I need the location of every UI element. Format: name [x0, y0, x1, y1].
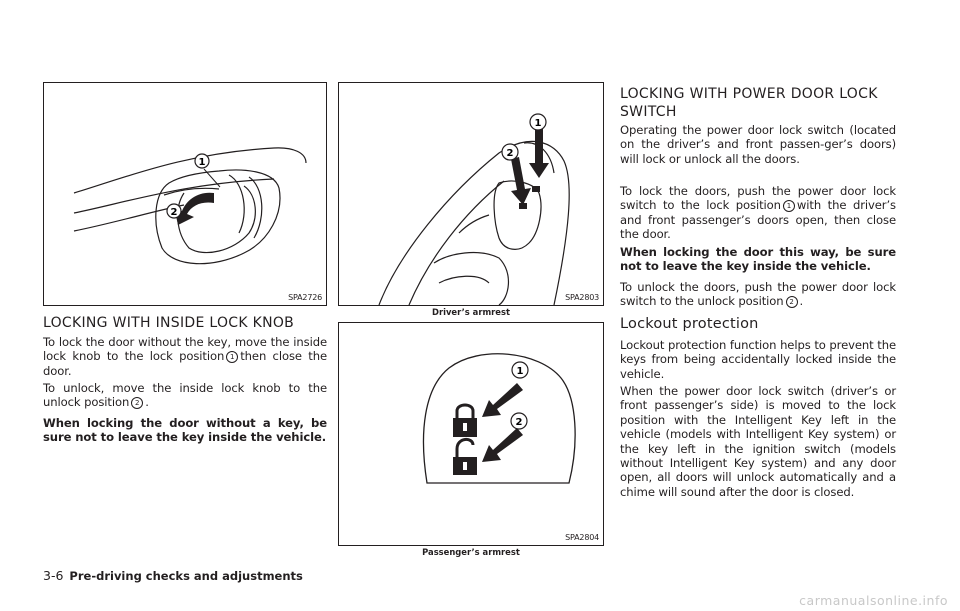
paragraph: To lock the door without the key, move the inside lock knob to the lock position 1 then close the door.	[43, 335, 328, 378]
drivers-armrest-caption: Driver’s armrest	[432, 307, 510, 317]
passengers-armrest-illustration	[339, 323, 603, 545]
callout-2-icon: 2	[131, 397, 143, 409]
callout-1-icon: 1	[226, 351, 238, 363]
paragraph: Operating the power door lock switch (located on the driver’s and front passen-ger’s doors) will lock or unlock all the doors.	[620, 123, 896, 166]
warning-paragraph: When locking the door this way, be sure not to leave the key inside the vehicle.	[620, 245, 896, 274]
paragraph: To lock the doors, push the power door lock switch to the lock position 1 with the driver’s and front passenger’s doors open, then close the door.	[620, 184, 896, 242]
section-name: Pre-driving checks and adjustments	[69, 569, 303, 583]
callout-2: 2	[170, 207, 178, 218]
passengers-armrest-caption: Passenger’s armrest	[422, 547, 520, 557]
callout-1: 1	[516, 366, 524, 377]
callout-2: 2	[515, 417, 523, 428]
page-footer	[43, 568, 303, 583]
figure-code: SPA2803	[565, 293, 599, 302]
paragraph: When the power door lock switch (driver’s or front passenger’s side) is moved to the lock position with the Intelligent Key left in the vehicle (models with Intelligent Key system) or the key left in the ignition switch (models without Intelligent Key system) and any door open, all doors will unlock automatically and a chime will sound after the door is closed.	[620, 384, 896, 499]
inside-lock-knob-illustration	[44, 83, 326, 305]
watermark: carmanualsonline.info	[799, 593, 948, 608]
paragraph: To unlock the doors, push the power door lock switch to the unlock position 2 .	[620, 280, 896, 309]
section-heading: LOCKING WITH POWER DOOR LOCK SWITCH	[620, 86, 878, 120]
subheading: Lockout protection	[620, 316, 759, 332]
callout-2: 2	[506, 148, 514, 159]
inside-lock-knob-figure	[43, 82, 327, 306]
paragraph: To unlock, move the inside lock knob to the unlock position 2 .	[43, 381, 327, 410]
callout-2-icon: 2	[786, 296, 798, 308]
figure-code: SPA2726	[288, 293, 322, 302]
page-number: 3-6	[43, 568, 64, 583]
callout-1: 1	[534, 118, 542, 129]
figure-code: SPA2804	[565, 533, 599, 542]
drivers-armrest-figure	[338, 82, 604, 306]
section-heading: LOCKING WITH INSIDE LOCK KNOB	[43, 315, 295, 331]
warning-paragraph: When locking the door without a key, be sure not to leave the key inside the vehicle.	[43, 416, 327, 445]
callout-1: 1	[198, 157, 206, 168]
paragraph: Lockout protection function helps to prevent the keys from being accidentally locked inside the vehicle.	[620, 338, 896, 381]
callout-1-icon: 1	[783, 200, 795, 212]
drivers-armrest-illustration	[339, 83, 603, 305]
passengers-armrest-figure	[338, 322, 604, 546]
